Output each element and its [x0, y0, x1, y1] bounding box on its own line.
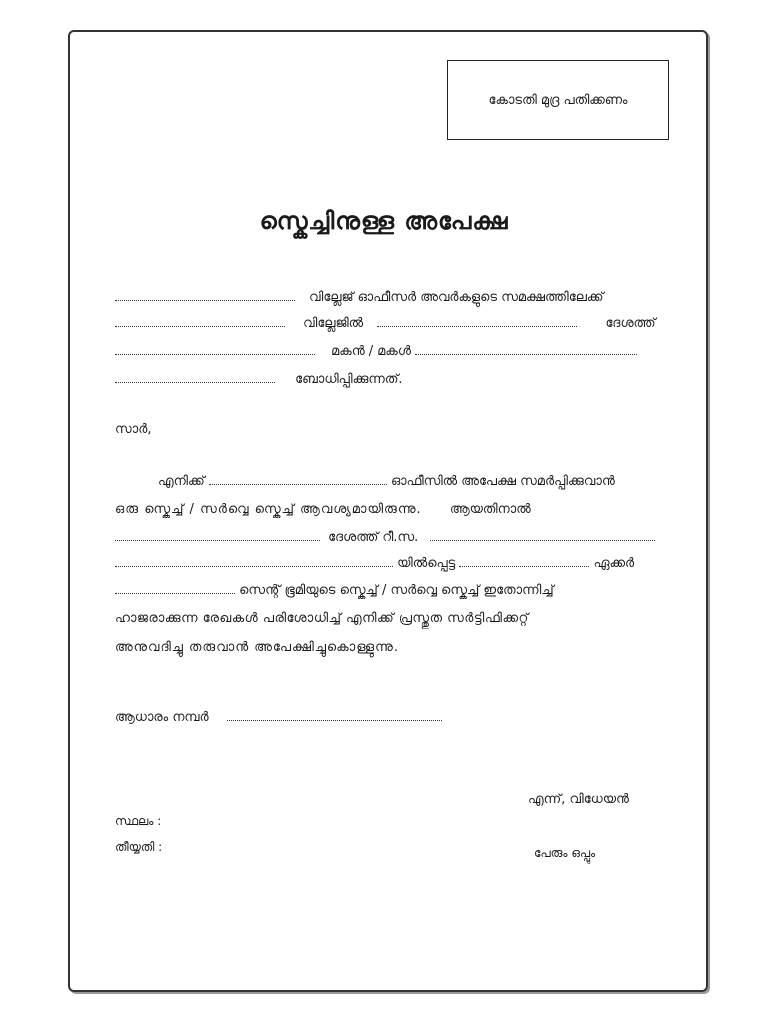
body-line-3-a: ദേശത്ത് റീ.സ.	[328, 530, 419, 545]
blank-field[interactable]	[115, 556, 393, 567]
blank-field[interactable]	[415, 344, 637, 355]
blank-field[interactable]	[115, 344, 315, 355]
place-label: സ്ഥലം :	[115, 814, 162, 828]
blank-field[interactable]	[459, 556, 589, 567]
address-line-2-desham: ദേശത്ത്	[605, 316, 656, 331]
body-line-1-b: ഓഫീസിൽ അപേക്ഷ സമർപ്പിക്കുവാൻ	[390, 474, 615, 489]
address-line-2	[115, 316, 656, 331]
body-line-5	[115, 583, 554, 598]
address-line-1	[115, 290, 604, 305]
blank-field[interactable]	[115, 583, 235, 594]
body-line-4-b: ഏക്കർ	[593, 556, 635, 571]
body-line-4-a: യിൽപ്പെട്ട	[397, 556, 456, 571]
address-line-4-text: ബോധിപ്പിക്കുന്നത്.	[295, 372, 403, 387]
aadhaar-field[interactable]	[227, 710, 442, 721]
body-line-2-b: ആയതിനാൽ	[449, 502, 531, 517]
salutation: സാർ,	[115, 422, 152, 437]
address-line-4	[115, 372, 403, 387]
blank-field[interactable]	[115, 530, 320, 541]
blank-field[interactable]	[377, 316, 577, 327]
aadhaar-row	[115, 710, 442, 725]
body-line-5-a: സെന്റ് ഭൂമിയുടെ സ്കെച്ച് / സർവ്വെ സ്കെച്ച് ഇതോന്നിച്ച്	[239, 583, 554, 598]
date-label: തീയ്യതി :	[115, 840, 163, 854]
stamp-label: കോടതി മുദ്ര പതിക്കണം	[488, 92, 628, 108]
body-line-1	[158, 474, 615, 489]
blank-field[interactable]	[430, 530, 655, 541]
blank-field[interactable]	[115, 290, 295, 301]
court-stamp-box	[447, 60, 669, 140]
body-line-1-a: എനിക്ക്	[158, 474, 205, 489]
body-line-6: ഹാജരാക്കുന്ന രേഖകൾ പരിശോധിച്ച് എനിക്ക് പ്രസ്തുത സർട്ടിഫിക്കറ്റ്	[115, 611, 529, 626]
closing-text: എന്ന്, വിധേയൻ	[528, 792, 629, 807]
blank-field[interactable]	[115, 316, 285, 327]
blank-field[interactable]	[115, 372, 275, 383]
page-title: സ്കെച്ചിനുള്ള അപേക്ഷ	[259, 207, 509, 235]
signature-label: പേരും ഒപ്പും	[534, 846, 596, 860]
address-line-3	[115, 344, 637, 359]
aadhaar-label: ആധാരം നമ്പർ	[115, 710, 209, 725]
address-line-1-text: വില്ലേജ് ഓഫീസർ അവർകളുടെ സമക്ഷത്തിലേക്ക്	[309, 290, 604, 305]
address-line-3-text: മകൻ / മകൾ	[331, 344, 411, 359]
body-line-3	[115, 530, 655, 545]
address-line-2-village: വില്ലേജിൽ	[303, 316, 364, 331]
body-line-7: അനുവദിച്ചു തരുവാൻ അപേക്ഷിച്ചുകൊള്ളുന്നു.	[115, 640, 399, 655]
body-line-2-a: ഒരു സ്കെച്ച് / സർവ്വെ സ്കെച്ച് ആവശ്യമായിരുന്നു.	[115, 502, 422, 517]
body-line-2	[115, 502, 531, 517]
blank-field[interactable]	[209, 474, 387, 485]
body-line-4	[115, 556, 634, 571]
